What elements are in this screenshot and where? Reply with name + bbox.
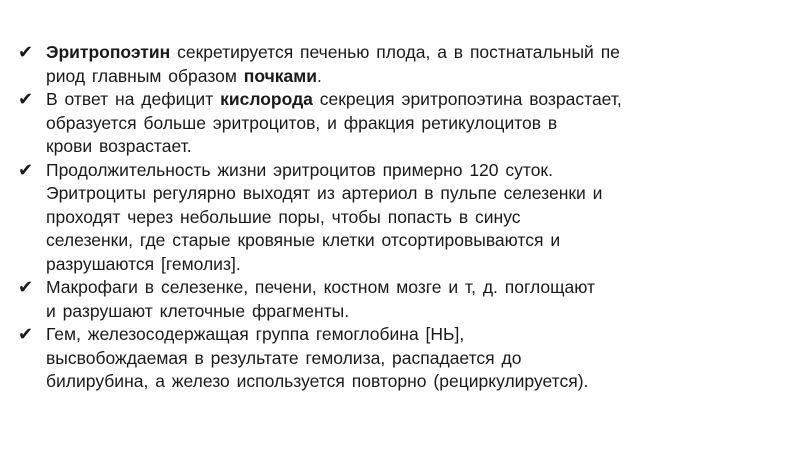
bullet-list <box>18 41 778 394</box>
bold-term: кислорода <box>220 89 313 109</box>
text-line: Макрофаги в селезенке, печени, костном мозге и т, д. поглощают <box>46 277 596 297</box>
check-mark-icon: ✔ <box>18 159 34 181</box>
bold-term: Эритропоэтин <box>46 42 171 62</box>
text-line <box>46 88 778 112</box>
list-item <box>18 276 778 323</box>
text-line: Эритроциты регулярно выходят из артериол в пульпе селезенки и <box>46 183 603 203</box>
text-line: и разрушают клеточные фрагменты. <box>46 300 350 321</box>
text-line: селезенки, где старые кровяные клетки отсортировываются и <box>46 230 561 250</box>
check-mark-icon: ✔ <box>18 89 34 110</box>
text-run: секретируется печенью плода, а в постнатальный пе <box>170 42 620 62</box>
text-run: секреция эритропоэтина возрастает, <box>312 89 622 109</box>
list-item <box>18 159 778 277</box>
text-line <box>46 65 778 89</box>
text-line: разрушаются [гемолиз]. <box>46 253 241 274</box>
bold-term: почками <box>243 65 317 86</box>
text-line: крови возрастает. <box>46 136 192 156</box>
list-item <box>18 41 778 88</box>
text-line: образуется больше эритроцитов, и фракция ретикулоцитов в <box>46 112 558 133</box>
text-run: В ответ на дефицит <box>46 89 221 109</box>
text-line <box>46 41 778 65</box>
text-line: проходят через небольшие поры, чтобы попасть в синус <box>46 206 521 227</box>
text-line: Продолжительность жизни эритроцитов примерно 120 суток. <box>46 159 553 180</box>
text-run: риод главным образом <box>46 65 244 86</box>
text-line: билирубина, а железо используется повторно (рециркулируется). <box>46 371 589 391</box>
check-mark-icon: ✔ <box>18 277 34 298</box>
check-mark-icon: ✔ <box>18 324 34 345</box>
text-run: . <box>316 65 322 86</box>
text-line: Гем, железосодержащая группа гемоглобина [НЬ], <box>46 324 465 344</box>
check-mark-icon: ✔ <box>18 42 34 63</box>
text-line: высвобождаемая в результате гемолиза, распадается до <box>46 347 522 368</box>
list-item <box>18 323 778 394</box>
list-item <box>18 88 778 159</box>
